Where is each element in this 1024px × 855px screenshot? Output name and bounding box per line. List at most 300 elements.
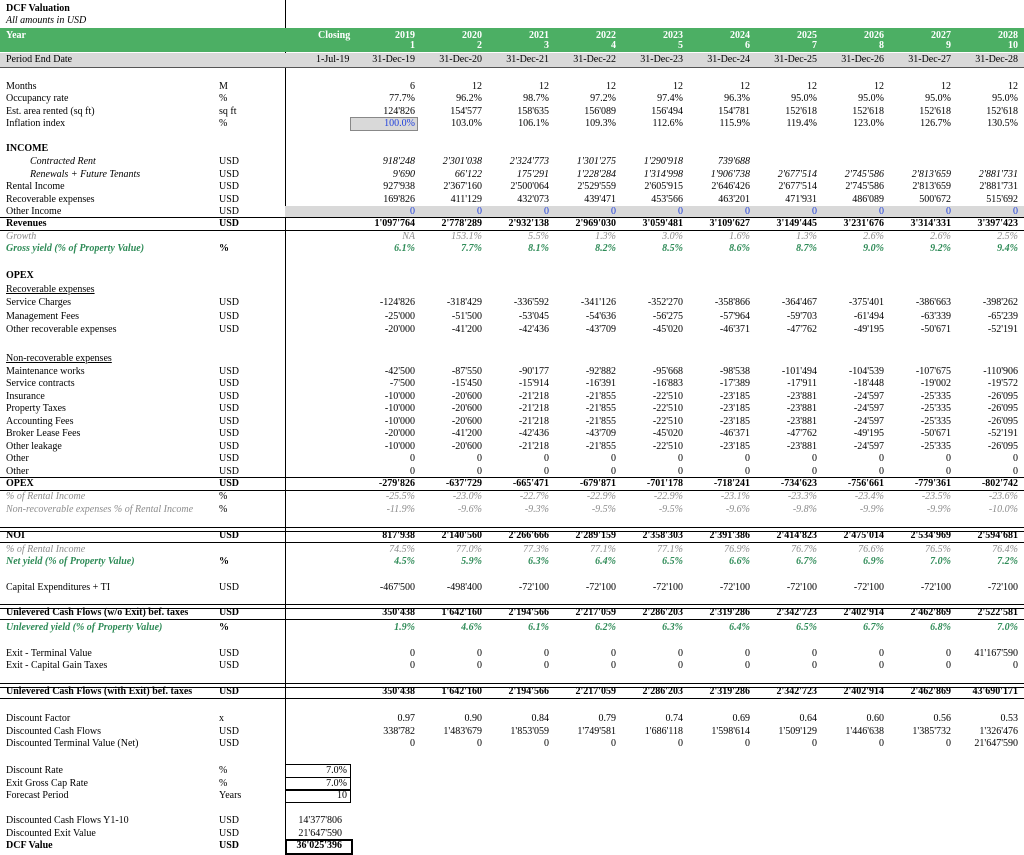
value-cell: -9.9% [859, 504, 884, 515]
value-cell: 0 [678, 466, 683, 477]
value-cell: 0 [410, 738, 415, 749]
value-cell: 103.0% [451, 118, 482, 129]
value-cell: -279'826 [378, 478, 415, 489]
value-cell: -24'597 [853, 441, 884, 452]
value-cell: 486'089 [852, 194, 884, 205]
value-cell: -318'429 [446, 297, 482, 308]
value-cell: 106.1% [518, 118, 549, 129]
row-label: Other Income [6, 206, 62, 217]
value-cell: 169'826 [383, 194, 415, 205]
value-cell: -101'494 [781, 366, 817, 377]
row-unit: USD [219, 297, 240, 308]
value-cell: -637'729 [445, 478, 482, 489]
value-cell: NA [402, 231, 415, 242]
year-cell: 2019 [395, 30, 415, 41]
value-cell: -25'335 [920, 391, 951, 402]
value-cell: 6.1% [394, 243, 415, 254]
value-cell: 0.97 [397, 713, 415, 724]
row-label: % of Rental Income [6, 544, 86, 555]
value-cell: 2'605'915 [644, 181, 683, 192]
value-cell: 77.3% [523, 544, 549, 555]
value-cell: -72'100 [920, 582, 951, 593]
value-cell: 0 [678, 738, 683, 749]
value-cell: -50'671 [920, 428, 951, 439]
value-cell: -20'600 [451, 416, 482, 427]
value-cell: 471'931 [785, 194, 817, 205]
row-unit: % [219, 622, 229, 633]
value-cell: 74.5% [389, 544, 415, 555]
value-cell: -72'100 [585, 582, 616, 593]
value-cell: -53'045 [518, 311, 549, 322]
value-cell: 41'167'590 [974, 648, 1018, 659]
period-date-cell: 31-Dec-25 [774, 54, 817, 65]
value-cell: 7.7% [461, 243, 482, 254]
value-cell: 0 [410, 453, 415, 464]
value-cell: 12 [472, 81, 482, 92]
value-cell: 0 [611, 466, 616, 477]
value-cell: 0 [946, 660, 951, 671]
value-cell: 100.0% [384, 118, 415, 129]
value-cell: -23.3% [787, 491, 817, 502]
period-date-cell: 31-Dec-28 [975, 54, 1018, 65]
value-cell: -17'389 [719, 378, 750, 389]
row-unit: USD [219, 181, 240, 192]
value-cell: -20'000 [384, 428, 415, 439]
value-cell: 2'778'289 [441, 218, 482, 229]
value-cell: 3'109'627 [709, 218, 750, 229]
value-cell: 463'201 [718, 194, 750, 205]
value-cell: -46'371 [719, 428, 750, 439]
value-cell: 152'618 [785, 106, 817, 117]
value-cell: -42'436 [518, 428, 549, 439]
row-unit: sq ft [219, 106, 237, 117]
value-cell: 2'529'559 [577, 181, 616, 192]
value-cell: -47'762 [786, 324, 817, 335]
row-unit: USD [219, 428, 240, 439]
value-cell: 1'686'118 [644, 726, 683, 737]
value-cell: -24'597 [853, 416, 884, 427]
row-label: Non-recoverable expenses % of Rental Income [6, 504, 194, 515]
row-unit: M [219, 81, 228, 92]
value-cell: -9.6% [457, 504, 482, 515]
year-cell: 2022 [596, 30, 616, 41]
value-cell: 0 [812, 206, 817, 217]
value-cell: 6.5% [796, 622, 817, 633]
value-cell: 126.7% [920, 118, 951, 129]
value-cell: 2'289'159 [575, 530, 616, 541]
row-unit: USD [219, 206, 240, 217]
value-cell: 3'149'445 [776, 218, 817, 229]
value-cell: 2'969'030 [575, 218, 616, 229]
summary-unit: USD [219, 815, 240, 826]
value-cell: 0 [879, 660, 884, 671]
row-unit: USD [219, 648, 240, 659]
value-cell: 739'688 [717, 156, 750, 167]
value-cell: 3'397'423 [977, 218, 1018, 229]
row-unit: % [219, 504, 228, 515]
row-label: Unlevered Cash Flows (with Exit) bef. taxes [6, 686, 193, 697]
value-cell: -21'218 [518, 416, 549, 427]
value-cell: 2'462'869 [910, 607, 951, 618]
value-cell: 1'749'581 [577, 726, 616, 737]
value-cell: 1'509'129 [778, 726, 817, 737]
value-cell: 0.56 [933, 713, 951, 724]
input-unit: Years [219, 790, 242, 801]
value-cell: 97.2% [590, 93, 616, 104]
value-cell: 2.5% [997, 231, 1018, 242]
value-cell: -107'675 [915, 366, 951, 377]
value-cell: 9.4% [997, 243, 1018, 254]
period-date-cell: 31-Dec-27 [908, 54, 951, 65]
row-label: Gross yield (% of Property Value) [6, 243, 145, 254]
value-cell: 0 [477, 206, 482, 217]
value-cell: -61'494 [853, 311, 884, 322]
input-value[interactable]: 7.0% [326, 778, 347, 789]
year-index-cell: 1 [410, 40, 415, 51]
value-cell: 2'319'286 [709, 607, 750, 618]
value-cell: 0.53 [1000, 713, 1018, 724]
value-cell: -72'100 [853, 582, 884, 593]
year-cell: 2023 [663, 30, 683, 41]
value-cell: 338'782 [383, 726, 415, 737]
row-unit: USD [219, 218, 240, 229]
summary-unit: USD [219, 828, 240, 839]
value-cell: 2'881'731 [978, 169, 1018, 180]
value-cell: -72'100 [987, 582, 1018, 593]
value-cell: 0 [611, 453, 616, 464]
value-cell: 0 [812, 453, 817, 464]
value-cell: -42'500 [384, 366, 415, 377]
value-cell: 77.1% [657, 544, 683, 555]
value-cell: 6.4% [729, 622, 750, 633]
row-label: Management Fees [6, 311, 80, 322]
value-cell: 0 [678, 206, 683, 217]
value-cell: -47'762 [786, 428, 817, 439]
value-cell: 2'217'059 [575, 686, 616, 697]
value-cell: -9.6% [725, 504, 750, 515]
row-label: Occupancy rate [6, 93, 69, 104]
value-cell: 0 [879, 466, 884, 477]
value-cell: -98'538 [719, 366, 750, 377]
value-cell: -23.4% [854, 491, 884, 502]
value-cell: 0 [946, 453, 951, 464]
value-cell: 8.7% [796, 243, 817, 254]
value-cell: -779'361 [914, 478, 951, 489]
value-cell: 119.4% [786, 118, 817, 129]
value-cell: -45'020 [652, 324, 683, 335]
value-cell: 0.79 [598, 713, 616, 724]
value-cell: 2'745'586 [845, 181, 884, 192]
input-value[interactable]: 10 [337, 790, 347, 801]
value-cell: 0 [410, 466, 415, 477]
value-cell: 152'618 [852, 106, 884, 117]
value-cell: 432'073 [517, 194, 549, 205]
value-cell: 98.7% [523, 93, 549, 104]
value-cell: 2'881'731 [979, 181, 1018, 192]
rule [0, 542, 1024, 543]
summary-value: 21'647'590 [298, 828, 342, 839]
value-cell: 2'342'723 [776, 607, 817, 618]
value-cell: -25'335 [920, 416, 951, 427]
value-cell: 12 [941, 81, 951, 92]
value-cell: 0 [879, 206, 884, 217]
value-cell: 2'286'203 [642, 607, 683, 618]
value-cell: -104'539 [848, 366, 884, 377]
period-end-bar [0, 53, 1024, 68]
value-cell: -25'000 [384, 311, 415, 322]
value-cell: 6.3% [662, 622, 683, 633]
value-cell: 1'290'918 [643, 156, 683, 167]
value-cell: 2'813'659 [911, 169, 951, 180]
value-cell: 5.9% [461, 556, 482, 567]
value-cell: 439'471 [584, 194, 616, 205]
year-header-bar [0, 28, 1024, 52]
value-cell: 76.6% [858, 544, 884, 555]
value-cell: -23'881 [786, 391, 817, 402]
value-cell: -11.9% [386, 504, 415, 515]
value-cell: 0 [745, 453, 750, 464]
row-label: OPEX [6, 270, 34, 281]
closing-label: Closing [318, 30, 351, 41]
value-cell: 0 [879, 738, 884, 749]
value-cell: 0 [812, 738, 817, 749]
value-cell: -10.0% [988, 504, 1018, 515]
value-cell: 2'286'203 [642, 686, 683, 697]
value-cell: 1'642'160 [441, 686, 482, 697]
value-cell: -22'510 [652, 441, 683, 452]
value-cell: 2'358'303 [642, 530, 683, 541]
value-cell: 12 [673, 81, 683, 92]
input-label: Exit Gross Cap Rate [6, 778, 88, 789]
row-unit: % [219, 93, 228, 104]
value-cell: 1.3% [796, 231, 817, 242]
period-date-cell: 31-Dec-21 [506, 54, 549, 65]
value-cell: 1.6% [729, 231, 750, 242]
value-cell: -23'185 [719, 416, 750, 427]
value-cell: -22'510 [652, 403, 683, 414]
row-label: Discounted Cash Flows [6, 726, 101, 737]
value-cell: -679'871 [579, 478, 616, 489]
value-cell: 6.4% [595, 556, 616, 567]
value-cell: 5.5% [528, 231, 549, 242]
row-label: Insurance [6, 391, 45, 402]
value-cell: -23'881 [786, 441, 817, 452]
row-label: Net yield (% of Property Value) [6, 556, 135, 567]
row-unit: % [219, 491, 228, 502]
value-cell: 152'618 [986, 106, 1018, 117]
value-cell: -756'661 [847, 478, 884, 489]
value-cell: -25'335 [920, 441, 951, 452]
value-cell: -20'600 [451, 403, 482, 414]
value-cell: 2'646'426 [711, 181, 750, 192]
value-cell: 0.84 [531, 713, 549, 724]
value-cell: 154'781 [718, 106, 750, 117]
value-cell: -26'095 [987, 403, 1018, 414]
value-cell: -23'185 [719, 403, 750, 414]
value-cell: 0 [477, 466, 482, 477]
value-cell: 96.2% [456, 93, 482, 104]
value-cell: -7'500 [389, 378, 415, 389]
value-cell: -23.5% [921, 491, 951, 502]
value-cell: 2'402'914 [843, 607, 884, 618]
row-unit: % [219, 556, 229, 567]
value-cell: 1'385'732 [912, 726, 951, 737]
year-index-cell: 5 [678, 40, 683, 51]
row-unit: % [219, 118, 228, 129]
value-cell: -10'000 [384, 391, 415, 402]
value-cell: 1'301'275 [576, 156, 616, 167]
input-value[interactable]: 7.0% [326, 765, 347, 776]
value-cell: 0 [946, 648, 951, 659]
value-cell: 9'690 [392, 169, 415, 180]
value-cell: -498'400 [446, 582, 482, 593]
value-cell: 77.0% [456, 544, 482, 555]
value-cell: 0 [544, 648, 549, 659]
value-cell: -21'218 [518, 441, 549, 452]
value-cell: 156'089 [584, 106, 616, 117]
row-label: Contracted Rent [30, 156, 96, 167]
value-cell: 3.0% [662, 231, 683, 242]
page-subtitle: All amounts in USD [6, 15, 87, 26]
year-cell: 2026 [864, 30, 884, 41]
value-cell: -701'178 [646, 478, 683, 489]
value-cell: 3'231'676 [843, 218, 884, 229]
row-label: Unlevered yield (% of Property Value) [6, 622, 163, 633]
period-date-cell: 31-Dec-24 [707, 54, 750, 65]
row-unit: USD [219, 156, 240, 167]
value-cell: 2'813'659 [912, 181, 951, 192]
row-label: Broker Lease Fees [6, 428, 81, 439]
value-cell: 76.5% [925, 544, 951, 555]
year-cell: 2025 [797, 30, 817, 41]
row-unit: USD [219, 391, 240, 402]
value-cell: -802'742 [981, 478, 1018, 489]
value-cell: 152'618 [919, 106, 951, 117]
value-cell: 2'324'773 [509, 156, 549, 167]
value-cell: 2'414'823 [776, 530, 817, 541]
value-cell: 0 [544, 738, 549, 749]
value-cell: 0 [745, 738, 750, 749]
value-cell: 77.7% [389, 93, 415, 104]
summary-label: DCF Value [6, 840, 53, 851]
value-cell: -90'177 [518, 366, 549, 377]
value-cell: 130.5% [987, 118, 1018, 129]
row-unit: USD [219, 726, 240, 737]
row-unit: USD [219, 324, 240, 335]
value-cell: 2'367'160 [443, 181, 482, 192]
value-cell: -352'270 [647, 297, 683, 308]
value-cell: -57'964 [719, 311, 750, 322]
value-cell: -72'100 [652, 582, 683, 593]
row-label: Exit - Capital Gain Taxes [6, 660, 108, 671]
period-date-cell: 31-Dec-22 [573, 54, 616, 65]
value-cell: 7.2% [997, 556, 1018, 567]
value-cell: 0.74 [665, 713, 683, 724]
value-cell: 0 [544, 660, 549, 671]
value-cell: 0 [1013, 466, 1018, 477]
row-label: Capital Expenditures + TI [6, 582, 111, 593]
value-cell: 12 [606, 81, 616, 92]
value-cell: 1'906'738 [710, 169, 750, 180]
row-unit: USD [219, 738, 240, 749]
value-cell: 0.90 [464, 713, 482, 724]
value-cell: 1'446'638 [845, 726, 884, 737]
row-label: Renewals + Future Tenants [30, 169, 141, 180]
value-cell: 6.9% [863, 556, 884, 567]
value-cell: 2'500'064 [510, 181, 549, 192]
year-index-cell: 8 [879, 40, 884, 51]
summary-label: Discounted Cash Flows Y1-10 [6, 815, 129, 826]
year-index-cell: 3 [544, 40, 549, 51]
row-unit: USD [219, 582, 240, 593]
value-cell: -72'100 [719, 582, 750, 593]
value-cell: 95.0% [791, 93, 817, 104]
value-cell: 0 [745, 206, 750, 217]
value-cell: 0 [611, 660, 616, 671]
value-cell: 2'677'514 [777, 169, 817, 180]
row-label: Non-recoverable expenses [6, 353, 112, 364]
value-cell: 3'314'331 [910, 218, 951, 229]
value-cell: 0 [678, 660, 683, 671]
row-label: Service contracts [6, 378, 75, 389]
column-divider [285, 0, 286, 855]
input-label: Forecast Period [6, 790, 69, 801]
value-cell: -72'100 [786, 582, 817, 593]
row-label: Property Taxes [6, 403, 66, 414]
value-cell: 95.0% [858, 93, 884, 104]
value-cell: 0 [745, 660, 750, 671]
value-cell: -336'592 [513, 297, 549, 308]
value-cell: 76.7% [791, 544, 817, 555]
period-date-cell: 31-Dec-20 [439, 54, 482, 65]
value-cell: 112.6% [652, 118, 683, 129]
row-unit: % [219, 243, 229, 254]
value-cell: -23.1% [720, 491, 750, 502]
value-cell: 6.2% [595, 622, 616, 633]
value-cell: -17'911 [787, 378, 817, 389]
value-cell: 0 [812, 660, 817, 671]
value-cell: -24'597 [853, 403, 884, 414]
period-date-cell: 31-Dec-26 [841, 54, 884, 65]
year-cell: 2024 [730, 30, 750, 41]
value-cell: 6.5% [662, 556, 683, 567]
value-cell: 6.3% [528, 556, 549, 567]
value-cell: 0 [812, 648, 817, 659]
value-cell: 0 [477, 648, 482, 659]
year-label: Year [6, 30, 26, 41]
value-cell: 2'745'586 [844, 169, 884, 180]
value-cell: 2'475'014 [843, 530, 884, 541]
value-cell: -358'866 [714, 297, 750, 308]
row-unit: USD [219, 660, 240, 671]
value-cell: 1'228'284 [576, 169, 616, 180]
value-cell: -9.3% [524, 504, 549, 515]
value-cell: -665'471 [512, 478, 549, 489]
value-cell: -63'339 [920, 311, 951, 322]
value-cell: -43'709 [585, 324, 616, 335]
year-index-cell: 2 [477, 40, 482, 51]
year-index-cell: 4 [611, 40, 616, 51]
value-cell: -46'371 [719, 324, 750, 335]
value-cell: -92'882 [585, 366, 616, 377]
value-cell: 8.2% [595, 243, 616, 254]
value-cell: 0 [745, 648, 750, 659]
value-cell: -22.9% [586, 491, 616, 502]
value-cell: 0 [611, 206, 616, 217]
value-cell: 2'301'038 [442, 156, 482, 167]
value-cell: 8.5% [662, 243, 683, 254]
value-cell: -59'703 [786, 311, 817, 322]
